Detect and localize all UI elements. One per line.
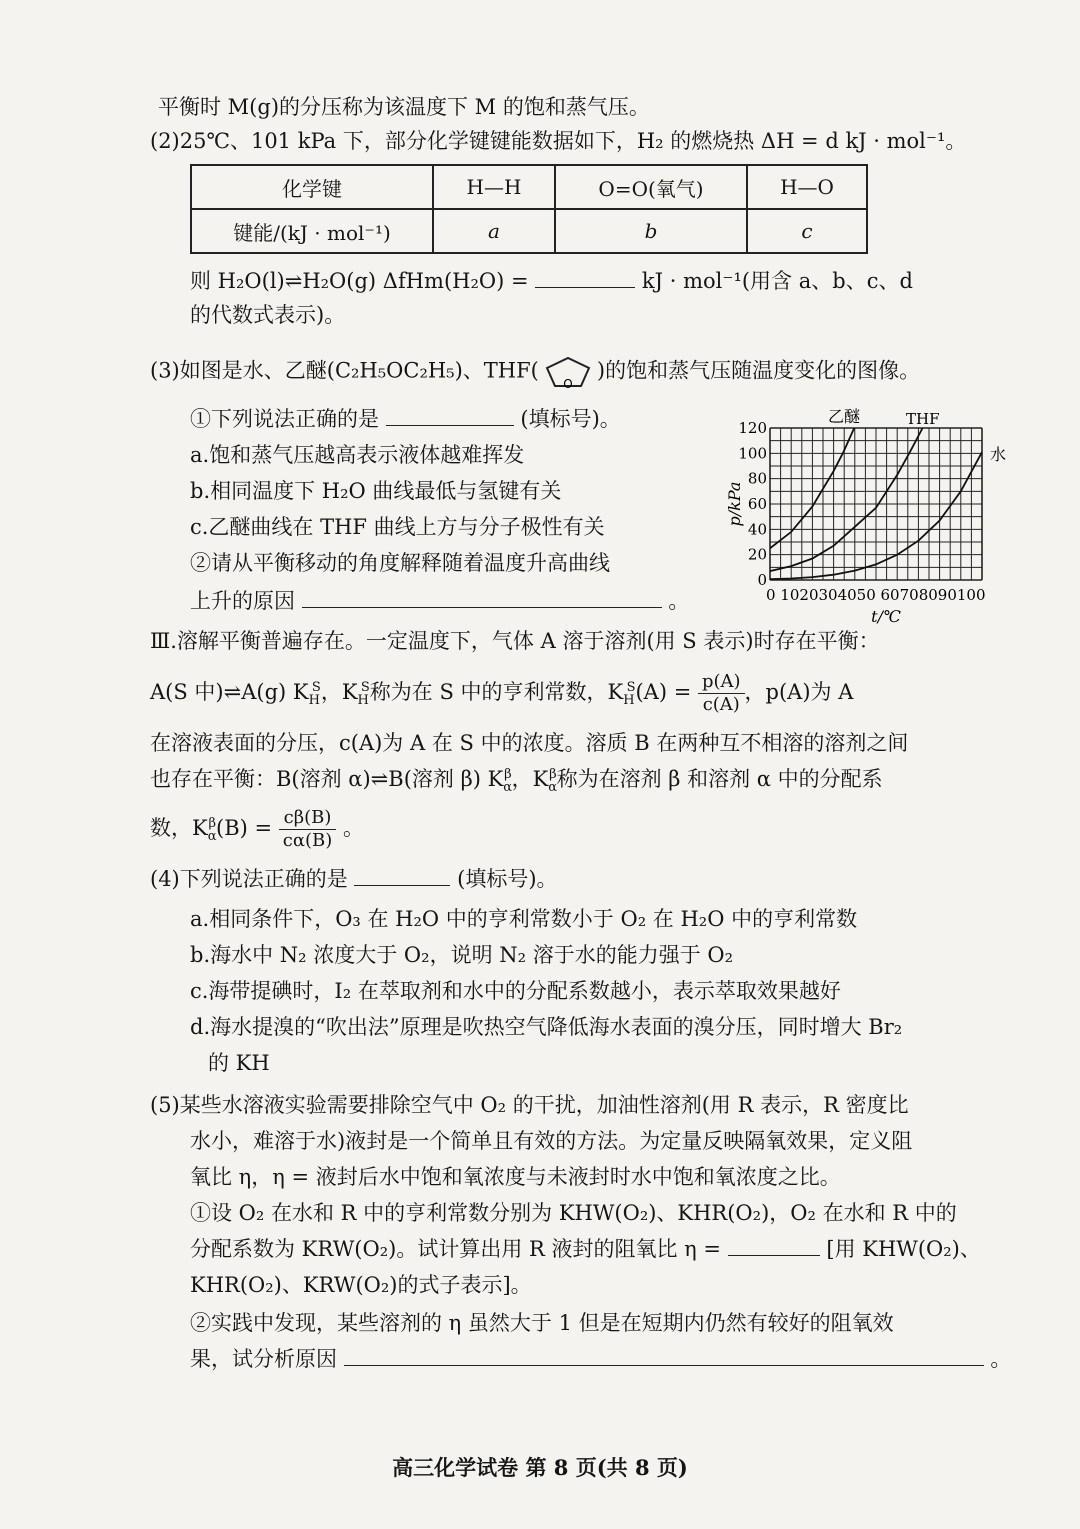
q5-sub2-answer-blank[interactable]	[344, 1347, 984, 1366]
q3-line-suffix: )的饱和蒸气压随温度变化的图像。	[596, 358, 921, 383]
q2-question: (2)25℃、101 kPa 下，部分化学键键能数据如下，H₂ 的燃烧热 ΔH = d kJ · mol⁻¹。	[150, 129, 967, 153]
q3-sub2-prefix: 上升的原因	[190, 589, 295, 613]
q5-line3: 氧比 η，η = 液封后水中饱和氧浓度与未液封时水中饱和氧浓度之比。	[190, 1165, 841, 1189]
ring-oxygen-label: O	[563, 377, 573, 390]
table-cell: c	[747, 209, 867, 253]
section3-line3: 在溶液表面的分压，c(A)为 A 在 S 中的浓度。溶质 B 在两种互不相溶的溶剂之间	[150, 731, 909, 755]
intro-line: 平衡时 M(g)的分压称为该温度下 M 的饱和蒸气压。	[158, 95, 650, 119]
q3-sub2-line1: ②请从平衡移动的角度解释随着温度升高曲线	[190, 551, 610, 575]
series-label-water: 水	[990, 445, 1007, 464]
henry-fraction-den: c(A)	[702, 694, 740, 715]
x-axis-label: t/℃	[871, 607, 901, 626]
table-cell: O=O(氧气)	[555, 165, 747, 209]
x-tick-labels: 0 1020304050 60708090100	[766, 586, 986, 604]
q4-prefix: (4)下列说法正确的是	[150, 867, 348, 891]
henry-eq-text: 称为在 S 中的亨利常数，K	[369, 680, 624, 704]
partition-def-end: 。	[342, 816, 364, 840]
table-row	[191, 209, 867, 253]
table-cell: b	[555, 209, 747, 253]
q3-sub2-answer-blank[interactable]	[302, 589, 662, 608]
thf-ring-icon	[539, 354, 597, 390]
series-label-thf: THF	[906, 410, 940, 428]
table-cell: H—H	[433, 165, 555, 209]
q3-sub2-end: 。	[668, 589, 690, 613]
q3-line-prefix: (3)如图是水、乙醚(C₂H₅OC₂H₅)、THF(	[150, 358, 539, 383]
y-tick-label: 60	[747, 495, 767, 513]
q5-sub1-suffix: [用 KHW(O₂)、	[826, 1237, 981, 1261]
q5-sub2-end: 。	[990, 1347, 1012, 1371]
y-axis-label: p/kPa	[725, 481, 744, 527]
q3-sub1-prefix: ①下列说法正确的是	[190, 407, 379, 431]
section3-line5: 数，$K_\alpha^\beta(B)$ = $\frac{c\beta(B)}{c\alpha(B)}$ 。	[150, 807, 364, 851]
q4-option-d-line2: 的 KH	[208, 1051, 270, 1075]
q5-sub2-line2	[190, 1346, 1011, 1372]
series-label-ether: 乙醚	[828, 407, 861, 426]
q2-answer-blank[interactable]	[535, 269, 635, 288]
partition-def-prefix: 数，K	[150, 816, 208, 840]
q2-ask-line2: 的代数式表示)。	[190, 303, 346, 327]
henry-fraction-num: p(A)	[698, 671, 745, 694]
q5-sub1-line3: KHR(O₂)、KRW(O₂)的式子表示]。	[190, 1273, 532, 1297]
q3-sub1-suffix: (填标号)。	[520, 407, 621, 431]
q4-answer-blank[interactable]	[354, 867, 450, 886]
q5-line2: 水小，难溶于水)液封是一个简单且有效的方法。为定量反映隔氧效果，定义阻	[190, 1129, 913, 1153]
q5-sub1-answer-blank[interactable]	[728, 1237, 820, 1256]
partition-eq-end: 称为在溶剂 β 和溶剂 α 中的分配系	[556, 767, 883, 791]
y-tick-label: 100	[738, 444, 767, 463]
q2-ask-line	[190, 268, 913, 294]
partition-fraction-den: cα(B)	[282, 830, 333, 851]
q4-option-c: c.海带提碘时，I₂ 在萃取剂和水中的分配系数越小，表示萃取效果越好	[190, 979, 841, 1003]
q3-sub1	[190, 406, 621, 432]
q5-sub2-line1: ②实践中发现，某些溶剂的 η 虽然大于 1 但是在短期内仍然有较好的阻氧效	[190, 1311, 894, 1335]
table-cell: H—O	[747, 165, 867, 209]
henry-fraction	[698, 671, 745, 716]
q4-suffix: (填标号)。	[457, 867, 558, 891]
q5-sub1-line2	[190, 1236, 981, 1262]
y-tick-label: 80	[747, 469, 767, 488]
q4-question	[150, 866, 558, 892]
table-header-row	[191, 165, 867, 209]
henry-eq-prefix: A(S 中)⇌A(g) K	[150, 680, 309, 704]
section3-line1: Ⅲ.溶解平衡普遍存在。一定温度下，气体 A 溶于溶剂(用 S 表示)时存在平衡：	[150, 629, 880, 653]
henry-eq-mid: ，K	[320, 680, 358, 704]
henry-eq-end: ，p(A)为 A	[744, 680, 854, 704]
q4-option-a: a.相同条件下，O₃ 在 H₂O 中的亨利常数小于 O₂ 在 H₂O 中的亨利常数	[190, 907, 858, 931]
y-tick-label: 40	[747, 520, 767, 539]
partition-def-after: (B) =	[216, 816, 273, 840]
q4-option-d: d.海水提溴的“吹出法”原理是吹热空气降低海水表面的溴分压，同时增大 Br₂	[190, 1015, 903, 1039]
q5-line1: (5)某些水溶液实验需要排除空气中 O₂ 的干扰，加油性溶剂(用 R 表示，R 密度比	[150, 1093, 909, 1117]
partition-eq-prefix: 也存在平衡：B(溶剂 α)⇌B(溶剂 β) K	[150, 767, 504, 791]
y-tick-label: 20	[747, 545, 767, 564]
section3-line2: A(S 中)⇌A(g) $K_H^S$，$K_H^S$称为在 S 中的亨利常数，$K_H^S(A)$ = $\frac{p(A)}{c(A)}$ ，p(A)为 A	[150, 671, 854, 715]
section3-line4: 也存在平衡：B(溶剂 α)⇌B(溶剂 β) $K_\alpha^\beta$，$K_\alpha^\beta$称为在溶剂 β 和溶剂 α 中的分配系	[150, 767, 883, 796]
q3-option-b: b.相同温度下 H₂O 曲线最低与氢键有关	[190, 479, 562, 503]
partition-fraction-num: cβ(B)	[279, 807, 337, 830]
partition-fraction	[279, 807, 337, 852]
q2-ask-prefix: 则 H₂O(l)⇌H₂O(g) ΔfHm(H₂O) =	[190, 269, 529, 293]
y-tick-label: 120	[738, 419, 767, 437]
q3-question	[150, 354, 920, 390]
table-cell: 化学键	[191, 165, 433, 209]
q3-option-c: c.乙醚曲线在 THF 曲线上方与分子极性有关	[190, 515, 605, 539]
table-cell: 键能/(kJ · mol⁻¹)	[191, 209, 433, 253]
q3-option-a: a.饱和蒸气压越高表示液体越难挥发	[190, 443, 525, 467]
q5-sub2-prefix: 果，试分析原因	[190, 1347, 337, 1371]
page-footer: 高三化学试卷 第 8 页(共 8 页)	[392, 1455, 688, 1480]
y-tick-label: 0	[757, 571, 767, 589]
q2-ask-suffix: kJ · mol⁻¹(用含 a、b、c、d	[641, 269, 913, 293]
vapor-pressure-chart	[720, 404, 1020, 630]
partition-eq-mid: ，K	[511, 767, 549, 791]
q4-option-b: b.海水中 N₂ 浓度大于 O₂，说明 N₂ 溶于水的能力强于 O₂	[190, 943, 734, 967]
q5-sub1-line1: ①设 O₂ 在水和 R 中的亨利常数分别为 KHW(O₂)、KHR(O₂)，O₂ 在水和 R 中的	[190, 1201, 957, 1225]
q5-sub1-prefix: 分配系数为 KRW(O₂)。试计算出用 R 液封的阻氧比 η =	[190, 1237, 722, 1261]
series-line-THF	[770, 428, 923, 571]
bond-energy-table	[190, 164, 868, 254]
table-cell: a	[433, 209, 555, 253]
q3-sub1-answer-blank[interactable]	[386, 407, 514, 426]
q3-sub2-line2	[190, 588, 689, 614]
